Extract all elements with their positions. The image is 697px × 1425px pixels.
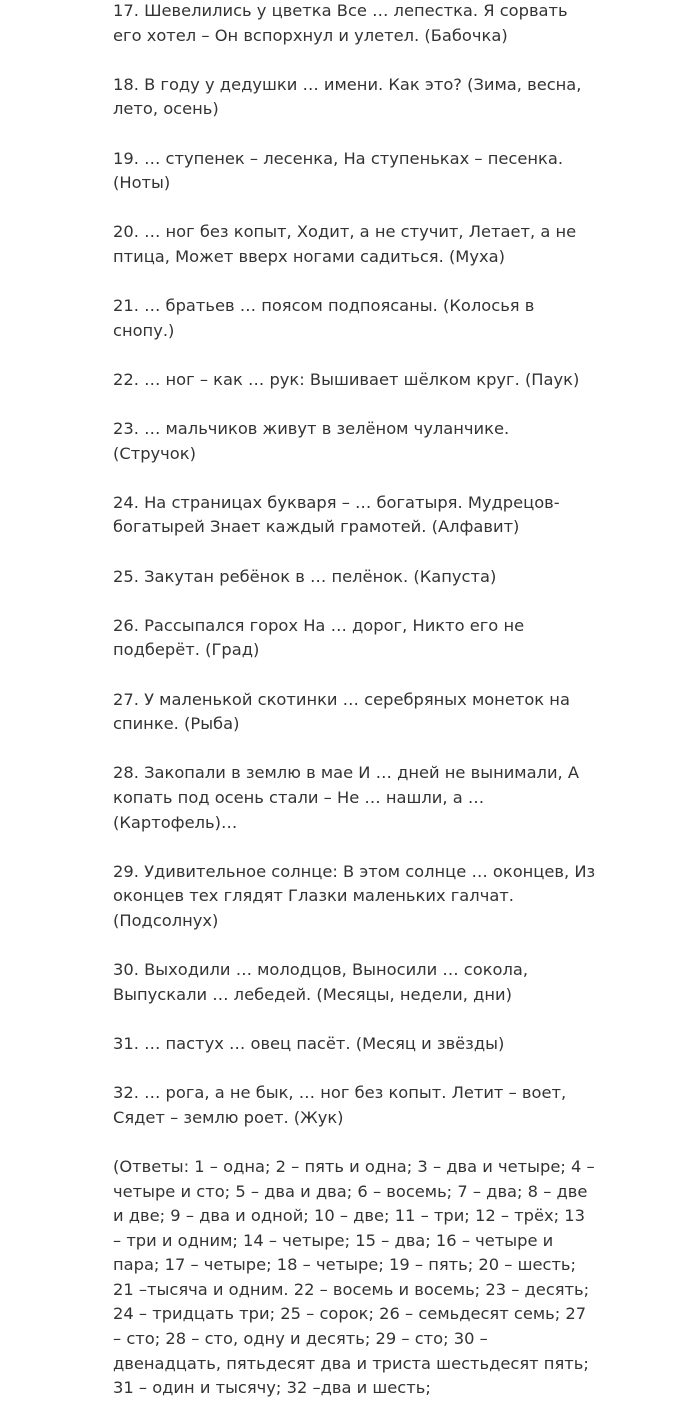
riddle-30: 30. Выходили … молодцов, Выносили … сокола, Выпускали … лебедей. (Месяцы, недели, дни) [113,960,529,1004]
riddle-18: 18. В году у дедушки … имени. Как это? (Зима, весна, лето, осень) [113,74,582,119]
riddle-27: 27. У маленькой скотинки … серебряных монеток на спинке. (Рыба) [113,689,570,734]
riddle-26: 26. Рассыпался горох На … дорог, Никто его не подберёт. (Град) [113,615,525,660]
riddle-20: 20. … ног без копыт, Ходит, а не стучит, Летает, а не птица, Может вверх ногами садиться. (Муха) [113,222,577,266]
riddle-17: 17. Шевелились у цветка Все … лепестка. Я сорвать его хотел – Он вспорхнул и улетел. (Бабочка) [113,1,568,45]
riddle-29: 29. Удивительное солнце: В этом солнце … оконцев, Из оконцев тех глядят Глазки маленьких галчат. (Подсолнух) [113,861,596,930]
riddle-22: 22. … ног – как … рук: Вышивает шёлком круг. (Паук) [113,369,580,389]
riddle-31: 31. … пастух … овец пасёт. (Месяц и звёзды) [113,1033,505,1053]
riddle-19: 19. … ступенек – лесенка, На ступеньках – песенка. (Ноты) [113,148,564,193]
answers-paragraph: (Ответы: 1 – одна; 2 – пять и одна; 3 – два и четыре; 4 – четыре и сто; 5 – два и два; 6 – восемь; 7 – два; 8 – две и две; 9 – два и одной; 10 – две; 11 – три; 12 – трёх; 13 – три и одним; 14 – четыре; 15 – два; 16 – четыре и пара; 17 – четыре; 18 – четыре; 19 – пять; 20 – шесть; 21 –тысяча и одним. 22 – восемь и восемь; 23 – десять; 24 – тридцать три; 25 – сорок; 26 – семьдесят семь; 27 – сто; 28 – сто, одну и десять; 29 – сто; 30 – двенадцать, пятьдесят два и триста шестьдесят пять; 31 – один и тысячу; 32 –два и шесть; [113,1156,595,1398]
riddle-28: 28. Закопали в землю в мае И … дней не вынимали, А копать под осень стали – Не … нашли, а … (Картофель)… [113,763,580,832]
article-body [113,0,597,1425]
riddle-23: 23. … мальчиков живут в зелёном чуланчике. (Стручок) [113,419,510,463]
riddle-21: 21. … братьев … поясом подпоясаны. (Колосья в снопу.) [113,296,535,340]
riddle-24: 24. На страницах букваря – … богатыря. Мудрецов-богатырей Знает каждый грамотей. (Алфавит) [113,492,560,537]
riddle-25: 25. Закутан ребёнок в … пелёнок. (Капуста) [113,566,497,586]
riddle-32: 32. … рога, а не бык, … ног без копыт. Летит – воет, Сядет – землю роет. (Жук) [113,1083,567,1127]
